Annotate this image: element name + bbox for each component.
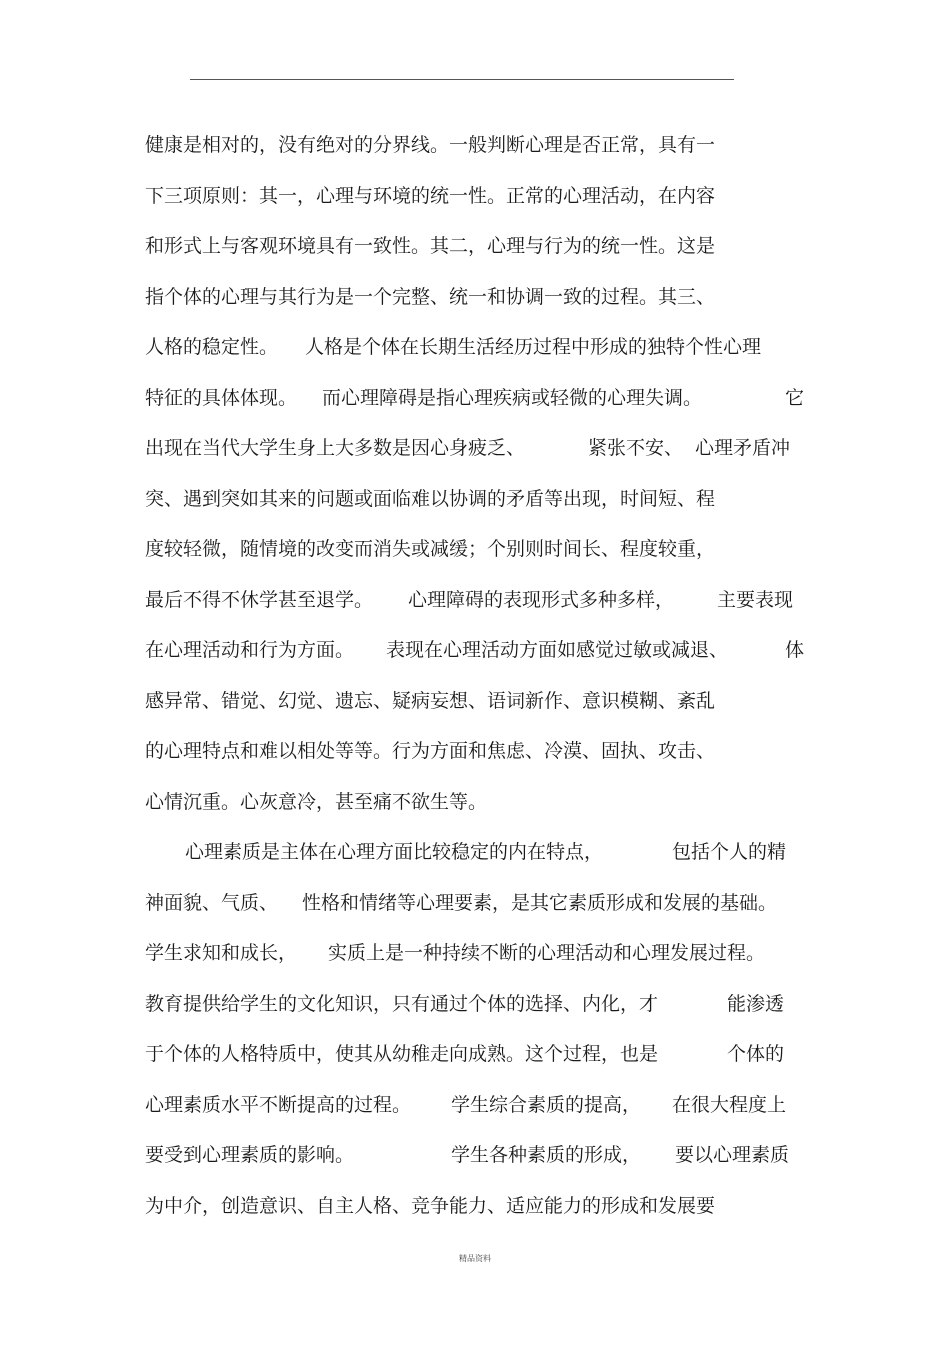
text-segment: 学生综合素质的提高， bbox=[451, 1094, 642, 1116]
text-segment: 主要表现 bbox=[717, 589, 794, 611]
text-segment: 体 bbox=[785, 639, 805, 661]
text-segment: 心理障碍的表现形式多种多样， bbox=[408, 589, 675, 611]
text-segment: 指个体的心理与其行为是一个完整、统一和协调一致的过程。其三、 bbox=[145, 286, 716, 308]
text-segment: 学生求知和成长， bbox=[145, 942, 298, 964]
text-segment: 心理素质是主体在心理方面比较稳定的内在特点， bbox=[185, 841, 604, 863]
text-segment: 为中介，创造意识、自主人格、竞争能力、适应能力的形成和发展要 bbox=[145, 1195, 716, 1217]
text-segment: 紧张不安、 bbox=[588, 437, 684, 459]
text-segment: 于个体的人格特质中，使其从幼稚走向成熟。这个过程，也是 bbox=[145, 1043, 659, 1065]
text-segment: 心理矛盾冲 bbox=[695, 437, 791, 459]
text-segment: 心情沉重。心灰意冷，甚至痛不欲生等。 bbox=[145, 791, 488, 813]
text-segment: 和形式上与客观环境具有一致性。其二，心理与行为的统一性。这是 bbox=[145, 235, 716, 257]
text-segment: 在心理活动和行为方面。 bbox=[145, 639, 355, 661]
text-segment: 感异常、错觉、幻觉、遗忘、疑病妄想、语词新作、意识模糊、紊乱 bbox=[145, 690, 716, 712]
text-segment: 人格是个体在长期生活经历过程中形成的独特个性心理 bbox=[305, 336, 762, 358]
text-segment: 度较轻微，随情境的改变而消失或减缓；个别则时间长、程度较重， bbox=[145, 538, 716, 560]
text-segment: 在很大程度上 bbox=[672, 1094, 787, 1116]
text-segment: 突、遇到突如其来的问题或面临难以协调的矛盾等出现，时间短、程 bbox=[145, 488, 716, 510]
page-footer: 精品资料 bbox=[459, 1254, 491, 1263]
text-segment: 最后不得不休学甚至退学。 bbox=[145, 589, 374, 611]
text-segment: 教育提供给学生的文化知识，只有通过个体的选择、内化，才 bbox=[145, 993, 659, 1015]
text-segment: 神面貌、气质、 bbox=[145, 892, 279, 914]
text-segment: 个体的 bbox=[727, 1043, 785, 1065]
text-segment: 包括个人的精 bbox=[672, 841, 787, 863]
header-rule bbox=[190, 79, 734, 80]
text-segment: 的心理特点和难以相处等等。行为方面和焦虑、冷漠、固执、攻击、 bbox=[145, 740, 716, 762]
text-segment: 而心理障碍是指心理疾病或轻微的心理失调。 bbox=[322, 387, 703, 409]
text-segment: 要以心理素质 bbox=[675, 1144, 790, 1166]
text-segment: 健康是相对的，没有绝对的分界线。一般判断心理是否正常，具有一 bbox=[145, 134, 716, 156]
text-segment: 学生各种素质的形成， bbox=[451, 1144, 642, 1166]
text-segment: 心理素质水平不断提高的过程。 bbox=[145, 1094, 412, 1116]
text-segment: 下三项原则：其一，心理与环境的统一性。正常的心理活动，在内容 bbox=[145, 185, 716, 207]
text-segment: 出现在当代大学生身上大多数是因心身疲乏、 bbox=[145, 437, 526, 459]
text-segment: 特征的具体体现。 bbox=[145, 387, 298, 409]
text-segment: 它 bbox=[785, 387, 805, 409]
text-segment: 能渗透 bbox=[727, 993, 785, 1015]
text-segment: 性格和情绪等心理要素，是其它素质形成和发展的基础。 bbox=[302, 892, 778, 914]
text-segment: 表现在心理活动方面如感觉过敏或减退、 bbox=[386, 639, 729, 661]
text-segment: 人格的稳定性。 bbox=[145, 336, 279, 358]
text-segment: 要受到心理素质的影响。 bbox=[145, 1144, 355, 1166]
text-segment: 实质上是一种持续不断的心理活动和心理发展过程。 bbox=[328, 942, 766, 964]
